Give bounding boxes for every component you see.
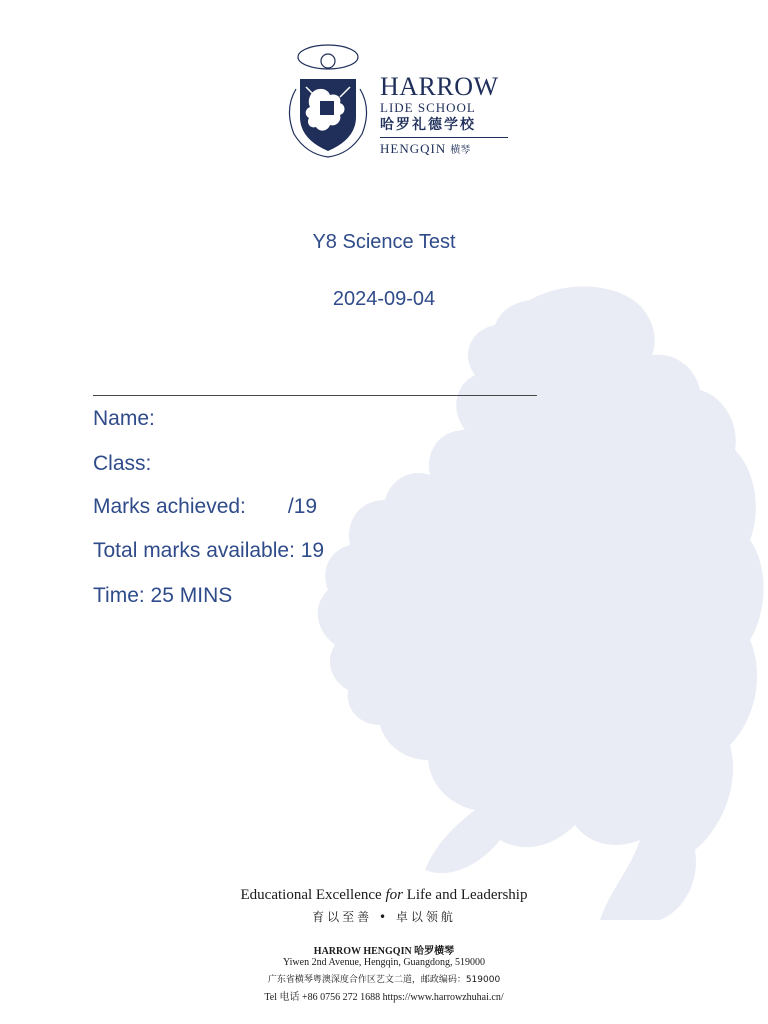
marks-achieved-total: /19 <box>287 495 318 518</box>
lion-watermark <box>300 280 768 920</box>
brand-chinese-name: 哈罗礼德学校 <box>380 117 476 133</box>
brand-subtitle: LIDE SCHOOL <box>380 100 476 115</box>
footer-address-english: Yiwen 2nd Avenue, Hengqin, Guangdong, 519000 <box>282 957 485 968</box>
divider-line: _________________________________________________________ <box>93 380 537 396</box>
footer-address-chinese: 广东省横琴粤澳深度合作区艺文二道，邮政编码：519000 <box>267 975 501 985</box>
brand-divider <box>380 137 508 138</box>
name-field-label: Name: <box>93 407 155 430</box>
brand-wordmark <box>380 73 508 157</box>
marks-achieved-label: Marks achieved: <box>93 495 246 518</box>
brand-location-chinese: 横琴 <box>450 145 471 156</box>
footer-motto: Educational Excellence for Life and Leadership <box>240 887 528 903</box>
time-text: Time: 25 MINS <box>93 584 233 607</box>
class-field-label: Class: <box>93 452 152 475</box>
brand-name: HARROW <box>380 72 499 101</box>
brand-location: HENGQIN 横琴 <box>380 141 471 156</box>
test-date: 2024-09-04 <box>332 288 436 310</box>
school-header <box>270 35 530 165</box>
school-crest-logo <box>276 39 380 159</box>
footer-school-name: HARROW HENGQIN 哈罗横琴 <box>313 946 455 957</box>
footer-contact: Tel 电话 +86 0756 272 1688 https://www.harrowzhuhai.cn/ <box>264 992 504 1003</box>
test-title: Y8 Science Test <box>312 231 456 253</box>
total-marks-text: Total marks available: 19 <box>93 539 325 562</box>
marks-achieved-field <box>93 495 317 519</box>
footer-motto-chinese: 育以至善 • 卓以领航 <box>312 910 456 924</box>
